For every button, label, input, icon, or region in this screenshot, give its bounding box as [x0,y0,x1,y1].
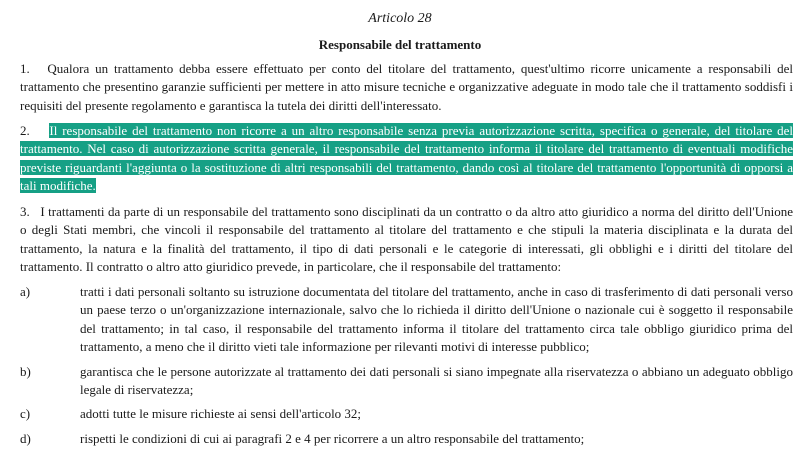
list-item-c [20,405,793,423]
list-item-label: c) [20,406,31,421]
paragraph-text: I trattamenti da parte di un responsabile del trattamento sono disciplinati da un contratto o da altro atto giuridico a norma del diritto dell'Unione o degli Stati membri, che vincoli il responsabile del trattamento al titolare del trattamento e che stipuli la materia disciplinata e la durata del trattamento, la natura e la finalità del trattamento, il tipo di dati personali e le categorie di interessati, gli obblighi e i diritti del titolare del trattamento. Il contratto o altro atto giuridico prevede, in particolare, che il responsabile del trattamento: [20,204,793,275]
list-item-label: b) [20,364,31,379]
highlighted-text-selection[interactable]: Il responsabile del trattamento non ricorre a un altro responsabile senza previa autorizzazione scritta, specifica o generale, del titolare del trattamento. Nel caso di autorizzazione scritta generale, il responsabile del trattamento informa il titolare del trattamento di eventuali modifiche previste riguardanti l'aggiunta o la sostituzione di altri responsabili del trattamento, dando così al titolare del trattamento l'opportunità di opporsi a tali modifiche. [20,123,793,194]
list-item-text: rispetti le condizioni di cui ai paragrafi 2 e 4 per ricorrere a un altro responsabile del trattamento; [80,431,585,446]
list-item-label: d) [20,431,31,446]
list-item-b [20,363,793,400]
list-item-d [20,430,793,448]
list-item-text: tratti i dati personali soltanto su istruzione documentata del titolare del trattamento, anche in caso di trasferimento di dati personali verso un paese terzo o un'organizzazione internazionale, salvo che lo richieda il diritto dell'Unione o nazionale cui è soggetto il responsabile del trattamento; in tal caso, il responsabile del trattamento informa il titolare del trattamento circa tale obbligo giuridico prima del trattamento, a meno che il diritto vieti tale informazione per rilevanti motivi di interesse pubblico; [80,284,793,355]
list-item-a [20,283,793,357]
paragraph-1 [20,60,793,115]
article-title: Responsabile del trattamento [318,37,482,52]
paragraph-number: 1. [20,61,30,76]
paragraph-text: Qualora un trattamento debba essere effettuato per conto del titolare del trattamento, quest'ultimo ricorre unicamente a responsabili del trattamento che presentino garanzie sufficienti per mettere in atto misure tecniche e organizzative adeguate in modo tale che il trattamento soddisfi i requisiti del presente regolamento e garantisca la tutela dei diritti dell'interessato. [20,61,794,113]
paragraph-number: 2. [20,123,30,138]
list-item-text: garantisca che le persone autorizzate al trattamento dei dati personali si siano impegnate alla riservatezza o abbiano un adeguato obbligo legale di riservatezza; [80,364,793,398]
paragraph-2[interactable] [20,122,793,196]
paragraph-3 [20,203,793,277]
list-item-text: adotti tutte le misure richieste ai sensi dell'articolo 32; [80,406,362,421]
list-item-label: a) [20,284,31,299]
paragraph-number: 3. [20,204,30,219]
article-number: Articolo 28 [368,11,432,26]
